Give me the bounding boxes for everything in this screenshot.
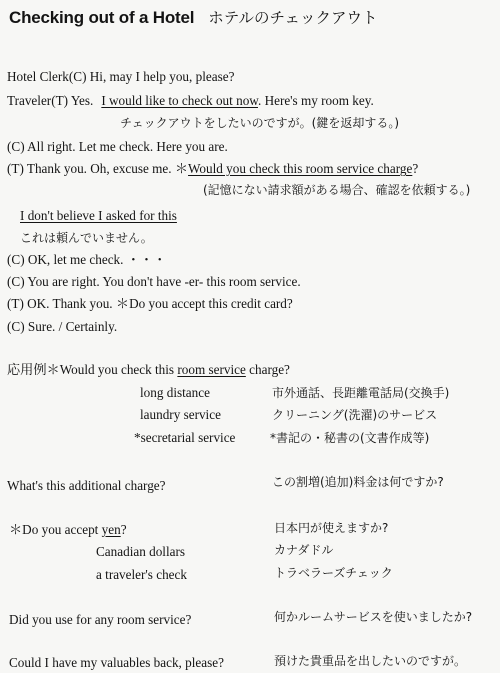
alternative-jp: トラベラーズチェック <box>274 566 393 580</box>
phrase-accept-keyword: yen <box>101 522 121 537</box>
dialog-line-2 <box>7 93 374 109</box>
dialog-line-4-translation: (記憶にない請求額がある場合、確認を依頼する。) <box>203 183 471 197</box>
phrase-room-service-en: Did you use for any room service? <box>9 612 192 627</box>
application-keyword: room service <box>177 362 246 377</box>
dialog-line-4-suffix: ? <box>412 161 419 176</box>
dialog-line-6: (C) You are right. You don't have -er- this room service. <box>7 274 301 289</box>
phrase-accept-prefix: ＊Do you accept <box>9 522 102 537</box>
application-item-en: long distance <box>140 385 210 400</box>
dialog-line-8: (C) Sure. / Certainly. <box>7 319 118 334</box>
phrase-accept-jp: 日本円が使えますか? <box>274 521 389 535</box>
key-phrase-room-service-charge: Would you check this room service charge <box>188 161 413 176</box>
alternative-en: Canadian dollars <box>96 544 185 559</box>
application-item-jp: 市外通話、長距離電話局(交換手) <box>272 386 450 400</box>
dialog-line-4-prefix: (T) Thank you. Oh, excuse me. ＊ <box>7 161 189 176</box>
application-example-heading <box>7 362 290 378</box>
key-phrase-translation: これは頼んでいません。 <box>20 231 153 245</box>
dialog-line-5: (C) OK, let me check. ・・・ <box>7 252 167 267</box>
application-item-en: *secretarial service <box>134 430 236 445</box>
key-phrase-did-not-ask: I don't believe I asked for this <box>20 208 177 223</box>
key-phrase-check-out: I would like to check out now <box>101 93 258 108</box>
title-english: Checking out of a Hotel <box>9 8 195 27</box>
dialog-line-2-prefix: Traveler(T) Yes. <box>7 93 94 108</box>
phrase-room-service-jp: 何かルームサービスを使いましたか? <box>274 610 473 624</box>
application-item-en: laundry service <box>140 407 221 422</box>
alternative-jp: カナダドル <box>274 543 334 557</box>
alternative-en: a traveler's check <box>96 567 187 582</box>
dialog-line-1: Hotel Clerk(C) Hi, may I help you, please? <box>7 69 235 84</box>
phrase-accept-suffix: ? <box>120 522 127 537</box>
application-item-jp: *書記の・秘書の(文書作成等) <box>270 431 430 445</box>
phrase-charge-jp: この割増(追加)料金は何ですか? <box>272 475 444 489</box>
title-japanese: ホテルのチェックアウト <box>208 9 378 27</box>
dialog-line-3: (C) All right. Let me check. Here you are. <box>7 139 228 154</box>
dialog-line-2-suffix: . Here's my room key. <box>257 93 374 108</box>
application-prefix: 応用例＊Would you check this <box>7 362 178 377</box>
phrase-valuables-jp: 預けた貴重品を出したいのですが。 <box>274 654 467 668</box>
dialog-line-2-translation: チェックアウトをしたいのですが。(鍵を返却する。) <box>120 116 400 130</box>
phrase-valuables-en: Could I have my valuables back, please? <box>9 655 224 670</box>
application-item-jp: クリーニング(洗濯)のサービス <box>272 408 438 422</box>
page-title <box>9 6 378 28</box>
dialog-line-4 <box>7 161 418 177</box>
application-suffix: charge? <box>245 362 290 377</box>
phrase-accept-en <box>9 522 127 538</box>
dialog-line-7: (T) OK. Thank you. ＊Do you accept this credit card? <box>7 296 293 311</box>
phrase-charge-en: What's this additional charge? <box>7 478 166 493</box>
